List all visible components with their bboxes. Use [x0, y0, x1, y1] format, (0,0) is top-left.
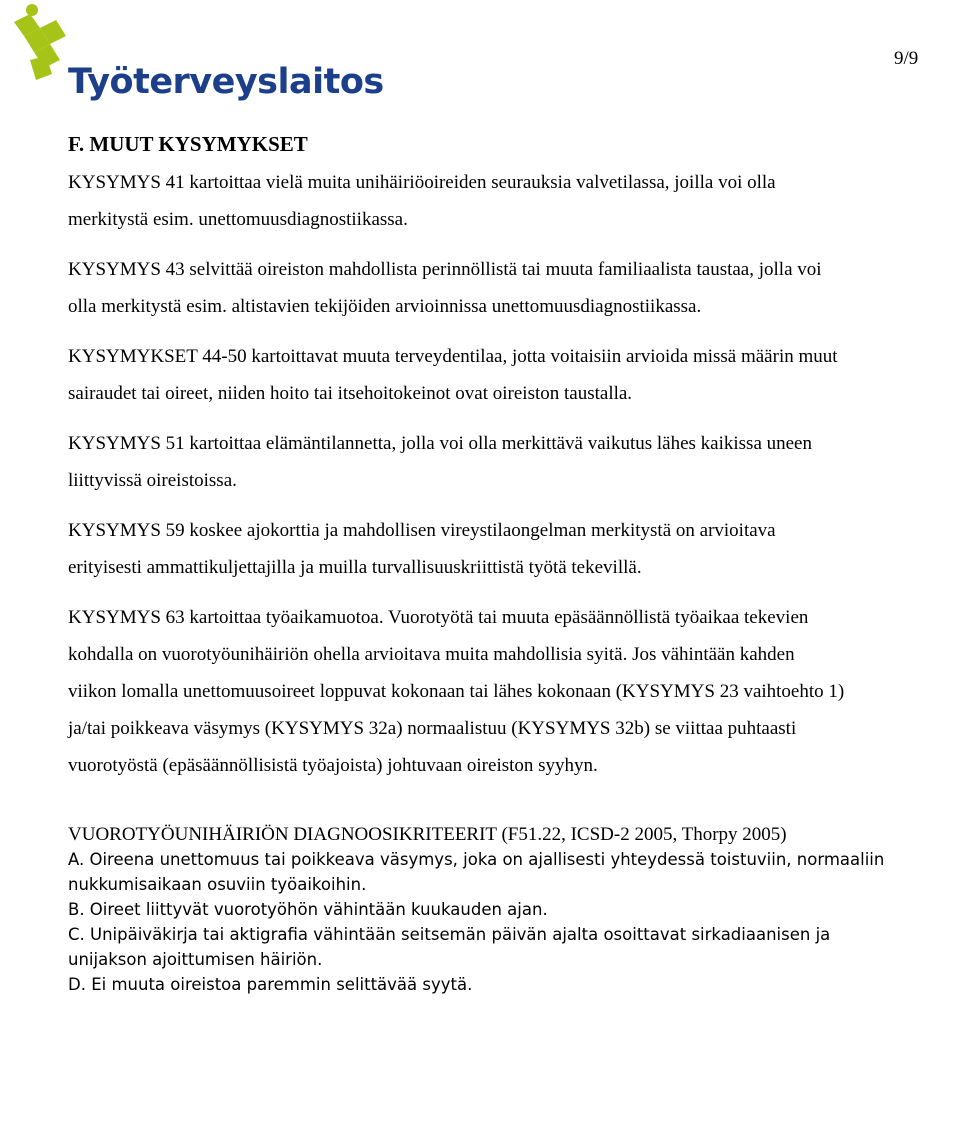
- logo: [0, 0, 384, 110]
- paragraph-kysymys-59: KYSYMYS 59 koskee ajokorttia ja mahdollisen vireystilaongelman merkitystä on arvioitava erityisesti ammattikuljettajilla ja muilla turvallisuuskriittistä työtä tekevillä.: [68, 520, 776, 578]
- criteria-line: A. Oireena unettomuus tai poikkeava väsymys, joka on ajallisesti yhteydessä toistuviin, normaaliin: [68, 850, 885, 869]
- paragraph-kysymys-41: KYSYMYS 41 kartoittaa vielä muita unihäiriöoireiden seurauksia valvetilassa, joilla voi olla merkitystä esim. unettomuusdiagnostiikassa.: [68, 172, 776, 230]
- criteria-line: C. Unipäiväkirja tai aktigrafia vähintään seitsemän päivän ajalta osoittavat sirkadiaanisen ja: [68, 925, 831, 944]
- paragraph-kysymykset-44-50: KYSYMYKSET 44-50 kartoittavat muuta terveydentilaa, jotta voitaisiin arvioida missä määrin muut sairaudet tai oireet, niiden hoito tai itsehoitokeinot ovat oireiston taustalla.: [68, 346, 838, 404]
- document-body: [68, 129, 960, 997]
- paragraph-kysymys-63: KYSYMYS 63 kartoittaa työaikamuotoa. Vuorotyötä tai muuta epäsäännöllistä työaikaa tekevien kohdalla on vuorotyöunihäiriön ohella arvioitava muita mahdollisia syitä. Jos vähintään kahden viikon lomalla unettomuusoireet loppuvat kokonaan tai lähes kokonaan (KYSYMYS 23 vaihtoehto 1) ja/tai poikkeava väsymys (KYSYMYS 32a) normaalistuu (KYSYMYS 32b) se viittaa puhtaasti vuorotyöstä (epäsäännöllisistä työajoista) johtuvaan oireiston syyhyn.: [68, 607, 845, 776]
- section-heading: F. MUUT KYSYMYKSET: [68, 132, 308, 156]
- criteria-line: unijakson ajoittumisen häiriön.: [68, 950, 323, 969]
- paragraph-kysymys-43: KYSYMYS 43 selvittää oireiston mahdollista perinnöllistä tai muuta familiaalista taustaa, jolla voi olla merkitystä esim. altistavien tekijöiden arvioinnissa unettomuusdiagnostiikassa.: [68, 259, 822, 317]
- criteria-line: nukkumisaikaan osuviin työaikoihin.: [68, 875, 367, 894]
- criteria-title: VUOROTYÖUNIHÄIRIÖN DIAGNOOSIKRITEERIT (F51.22, ICSD-2 2005, Thorpy 2005): [68, 824, 787, 845]
- criteria-line: D. Ei muuta oireistoa paremmin selittävää syytä.: [68, 975, 473, 994]
- criteria-line: B. Oireet liittyvät vuorotyöhön vähintään kuukauden ajan.: [68, 900, 548, 919]
- page-number: 9/9: [894, 48, 919, 69]
- logo-wordmark: Työterveyslaitos: [68, 62, 384, 102]
- paragraph-kysymys-51: KYSYMYS 51 kartoittaa elämäntilannetta, jolla voi olla merkittävä vaikutus lähes kaikissa uneen liittyvissä oireistoissa.: [68, 433, 812, 491]
